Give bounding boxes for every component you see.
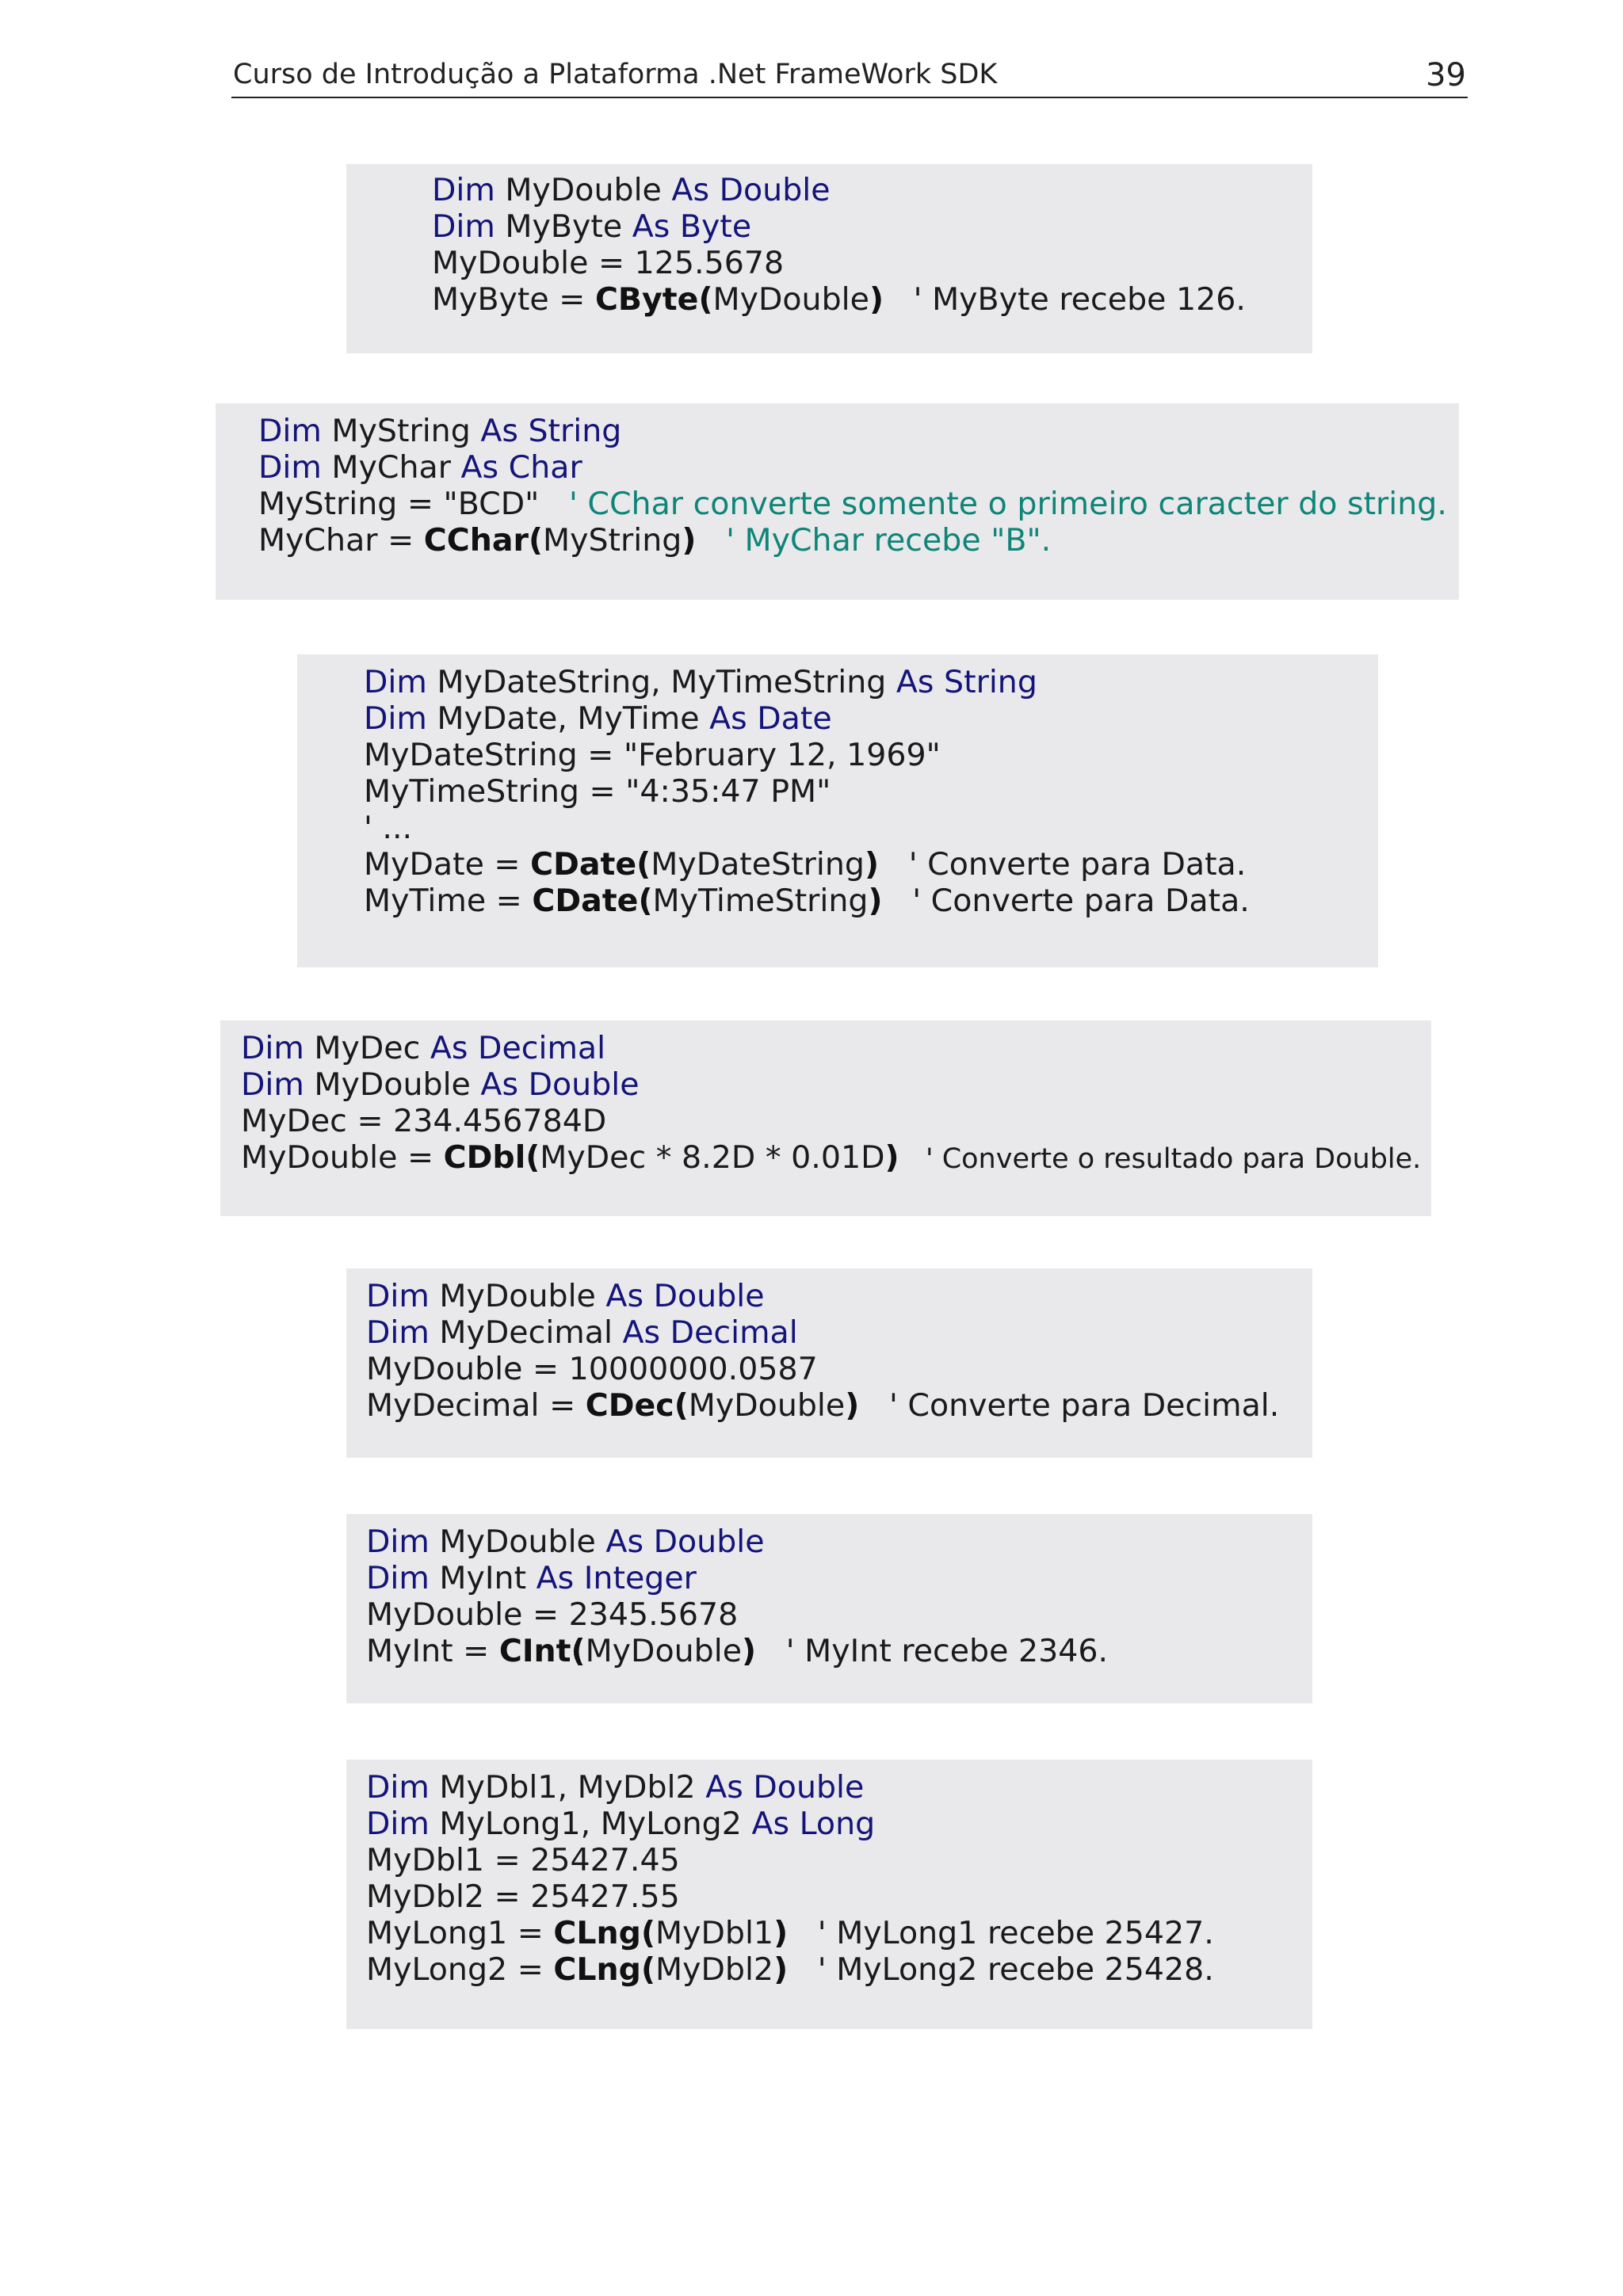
code-line — [364, 846, 1378, 883]
code-text: MyLong1, MyLong2 — [429, 1806, 752, 1842]
code-function: ) — [773, 1915, 789, 1951]
code-function: ) — [682, 522, 697, 559]
code-function: CDate( — [530, 846, 651, 883]
code-comment: ' CChar converte somente o primeiro caracter do string. — [559, 486, 1447, 522]
code-line — [366, 1878, 1312, 1915]
code-line — [364, 700, 1378, 737]
code-text: MyDouble — [429, 1524, 606, 1560]
code-keyword: As Date — [709, 700, 832, 737]
code-keyword: As Double — [671, 172, 831, 208]
code-line — [366, 1278, 1312, 1314]
code-text: MyTimeString = "4:35:47 PM" — [364, 773, 831, 810]
code-function: CDec( — [585, 1387, 689, 1424]
code-text: MyByte — [495, 208, 632, 245]
code-text: MyDateString — [651, 846, 865, 883]
code-text: MyDate, MyTime — [426, 700, 710, 737]
code-line — [432, 245, 1312, 281]
code-keyword: Dim — [258, 449, 322, 486]
code-function: CLng( — [553, 1915, 655, 1951]
code-keyword: As Char — [460, 449, 582, 486]
code-line — [366, 1596, 1312, 1633]
code-comment: ' Converte para Data. — [879, 846, 1247, 883]
code-text: MyChar — [321, 449, 461, 486]
code-block-cchar — [216, 403, 1459, 600]
code-function: ) — [742, 1633, 757, 1669]
code-line — [258, 486, 1459, 522]
code-text: MyLong2 = — [366, 1951, 554, 1988]
code-text: MyDouble = 2345.5678 — [366, 1596, 739, 1633]
code-text: MyDouble — [429, 1278, 606, 1314]
code-line — [241, 1066, 1431, 1103]
code-comment: ' MyByte recebe 126. — [884, 281, 1246, 318]
code-text: MyDate = — [364, 846, 531, 883]
code-line — [366, 1951, 1312, 1988]
code-keyword: As Double — [605, 1278, 765, 1314]
code-text: MyDouble — [495, 172, 672, 208]
code-function: ) — [773, 1951, 789, 1988]
code-keyword: As Integer — [536, 1560, 697, 1596]
code-keyword: Dim — [241, 1066, 304, 1103]
code-function: ) — [868, 883, 883, 919]
code-text: MyString = "BCD" — [258, 486, 559, 522]
code-function: CDate( — [532, 883, 653, 919]
code-text: MyString — [321, 413, 481, 449]
code-line — [364, 883, 1378, 919]
code-keyword: As Double — [705, 1769, 865, 1806]
code-text: MyDouble = 10000000.0587 — [366, 1351, 818, 1387]
code-text: MyDecimal = — [366, 1387, 586, 1424]
code-keyword: As Decimal — [430, 1030, 606, 1066]
code-line — [241, 1139, 1431, 1176]
code-function: ) — [864, 846, 880, 883]
code-keyword: Dim — [366, 1524, 430, 1560]
code-keyword: As String — [480, 413, 622, 449]
code-line — [366, 1387, 1312, 1424]
code-keyword: Dim — [241, 1030, 304, 1066]
code-block-cbyte — [346, 164, 1312, 353]
code-text: ' ... — [364, 810, 413, 846]
code-text: MyChar = — [258, 522, 424, 559]
code-line — [366, 1806, 1312, 1842]
code-line — [364, 773, 1378, 810]
code-text: MyDateString = "February 12, 1969" — [364, 737, 941, 773]
code-keyword: Dim — [432, 208, 495, 245]
code-text: MyDbl1 = 25427.45 — [366, 1842, 680, 1878]
code-comment: ' MyLong1 recebe 25427. — [788, 1915, 1214, 1951]
code-function: CByte( — [594, 281, 713, 318]
code-keyword: Dim — [366, 1278, 430, 1314]
code-block-clng — [346, 1760, 1312, 2029]
page-header — [231, 57, 1468, 98]
code-text: MyByte = — [432, 281, 595, 318]
code-line — [366, 1351, 1312, 1387]
code-line — [258, 413, 1459, 449]
code-text: MyDateString, MyTimeString — [426, 664, 896, 700]
code-text: MyDouble = — [241, 1139, 444, 1176]
code-block-cint — [346, 1514, 1312, 1703]
code-line — [366, 1842, 1312, 1878]
code-line — [432, 172, 1312, 208]
code-text: MyDbl2 — [655, 1951, 774, 1988]
code-keyword: Dim — [432, 172, 495, 208]
code-function: CChar( — [423, 522, 544, 559]
code-line — [366, 1633, 1312, 1669]
code-comment: ' Converte o resultado para Double. — [899, 1143, 1422, 1175]
code-line — [366, 1524, 1312, 1560]
code-text: MyDec — [304, 1030, 430, 1066]
code-keyword: Dim — [366, 1314, 430, 1351]
code-text: MyTime = — [364, 883, 533, 919]
code-text: MyDec * 8.2D * 0.01D — [540, 1139, 885, 1176]
code-keyword: Dim — [366, 1806, 430, 1842]
code-text: MyDouble = 125.5678 — [432, 245, 785, 281]
code-text: MyDouble — [688, 1387, 846, 1424]
code-text: MyInt = — [366, 1633, 499, 1669]
code-block-cdec — [346, 1268, 1312, 1458]
code-text: MyDouble — [304, 1066, 481, 1103]
code-comment: ' MyLong2 recebe 25428. — [788, 1951, 1214, 1988]
code-comment: ' MyInt recebe 2346. — [756, 1633, 1109, 1669]
code-line — [258, 449, 1459, 486]
code-text: MyTimeString — [652, 883, 869, 919]
code-function: CInt( — [498, 1633, 586, 1669]
code-function: ) — [884, 1139, 899, 1176]
code-line — [241, 1103, 1431, 1139]
code-keyword: Dim — [366, 1560, 430, 1596]
code-line — [241, 1030, 1431, 1066]
code-text: MyLong1 = — [366, 1915, 554, 1951]
code-line — [432, 208, 1312, 245]
code-keyword: As Long — [751, 1806, 876, 1842]
code-line — [366, 1314, 1312, 1351]
code-line — [364, 737, 1378, 773]
code-text: MyDecimal — [429, 1314, 623, 1351]
code-line — [366, 1560, 1312, 1596]
code-text: MyDbl1, MyDbl2 — [429, 1769, 706, 1806]
code-keyword: Dim — [364, 700, 427, 737]
code-function: ) — [869, 281, 884, 318]
code-comment: ' Converte para Decimal. — [859, 1387, 1280, 1424]
code-text: MyDouble — [585, 1633, 743, 1669]
code-function: ) — [845, 1387, 860, 1424]
header-title: Curso de Introdução a Plataforma .Net FrameWork SDK — [233, 59, 998, 90]
code-function: CDbl( — [443, 1139, 540, 1176]
code-line — [364, 664, 1378, 700]
code-keyword: As Byte — [632, 208, 752, 245]
code-text: MyDouble — [712, 281, 869, 318]
code-keyword: Dim — [258, 413, 322, 449]
code-comment: ' Converte para Data. — [882, 883, 1250, 919]
code-text: MyDbl2 = 25427.55 — [366, 1878, 680, 1915]
page-number: 39 — [1426, 57, 1466, 93]
code-line — [364, 810, 1378, 846]
code-text: MyString — [543, 522, 682, 559]
code-keyword: As Decimal — [622, 1314, 798, 1351]
code-function: CLng( — [553, 1951, 655, 1988]
code-keyword: Dim — [366, 1769, 430, 1806]
code-block-cdbl — [220, 1020, 1431, 1216]
code-keyword: Dim — [364, 664, 427, 700]
code-line — [366, 1915, 1312, 1951]
code-line — [258, 522, 1459, 559]
code-text: MyDbl1 — [655, 1915, 774, 1951]
code-block-cdate — [297, 654, 1378, 967]
code-line — [432, 281, 1312, 318]
code-text: MyInt — [429, 1560, 537, 1596]
code-keyword: As Double — [480, 1066, 640, 1103]
code-keyword: As String — [896, 664, 1037, 700]
code-comment: ' MyChar recebe "B". — [696, 522, 1052, 559]
code-keyword: As Double — [605, 1524, 765, 1560]
code-line — [366, 1769, 1312, 1806]
code-text: MyDec = 234.456784D — [241, 1103, 607, 1139]
